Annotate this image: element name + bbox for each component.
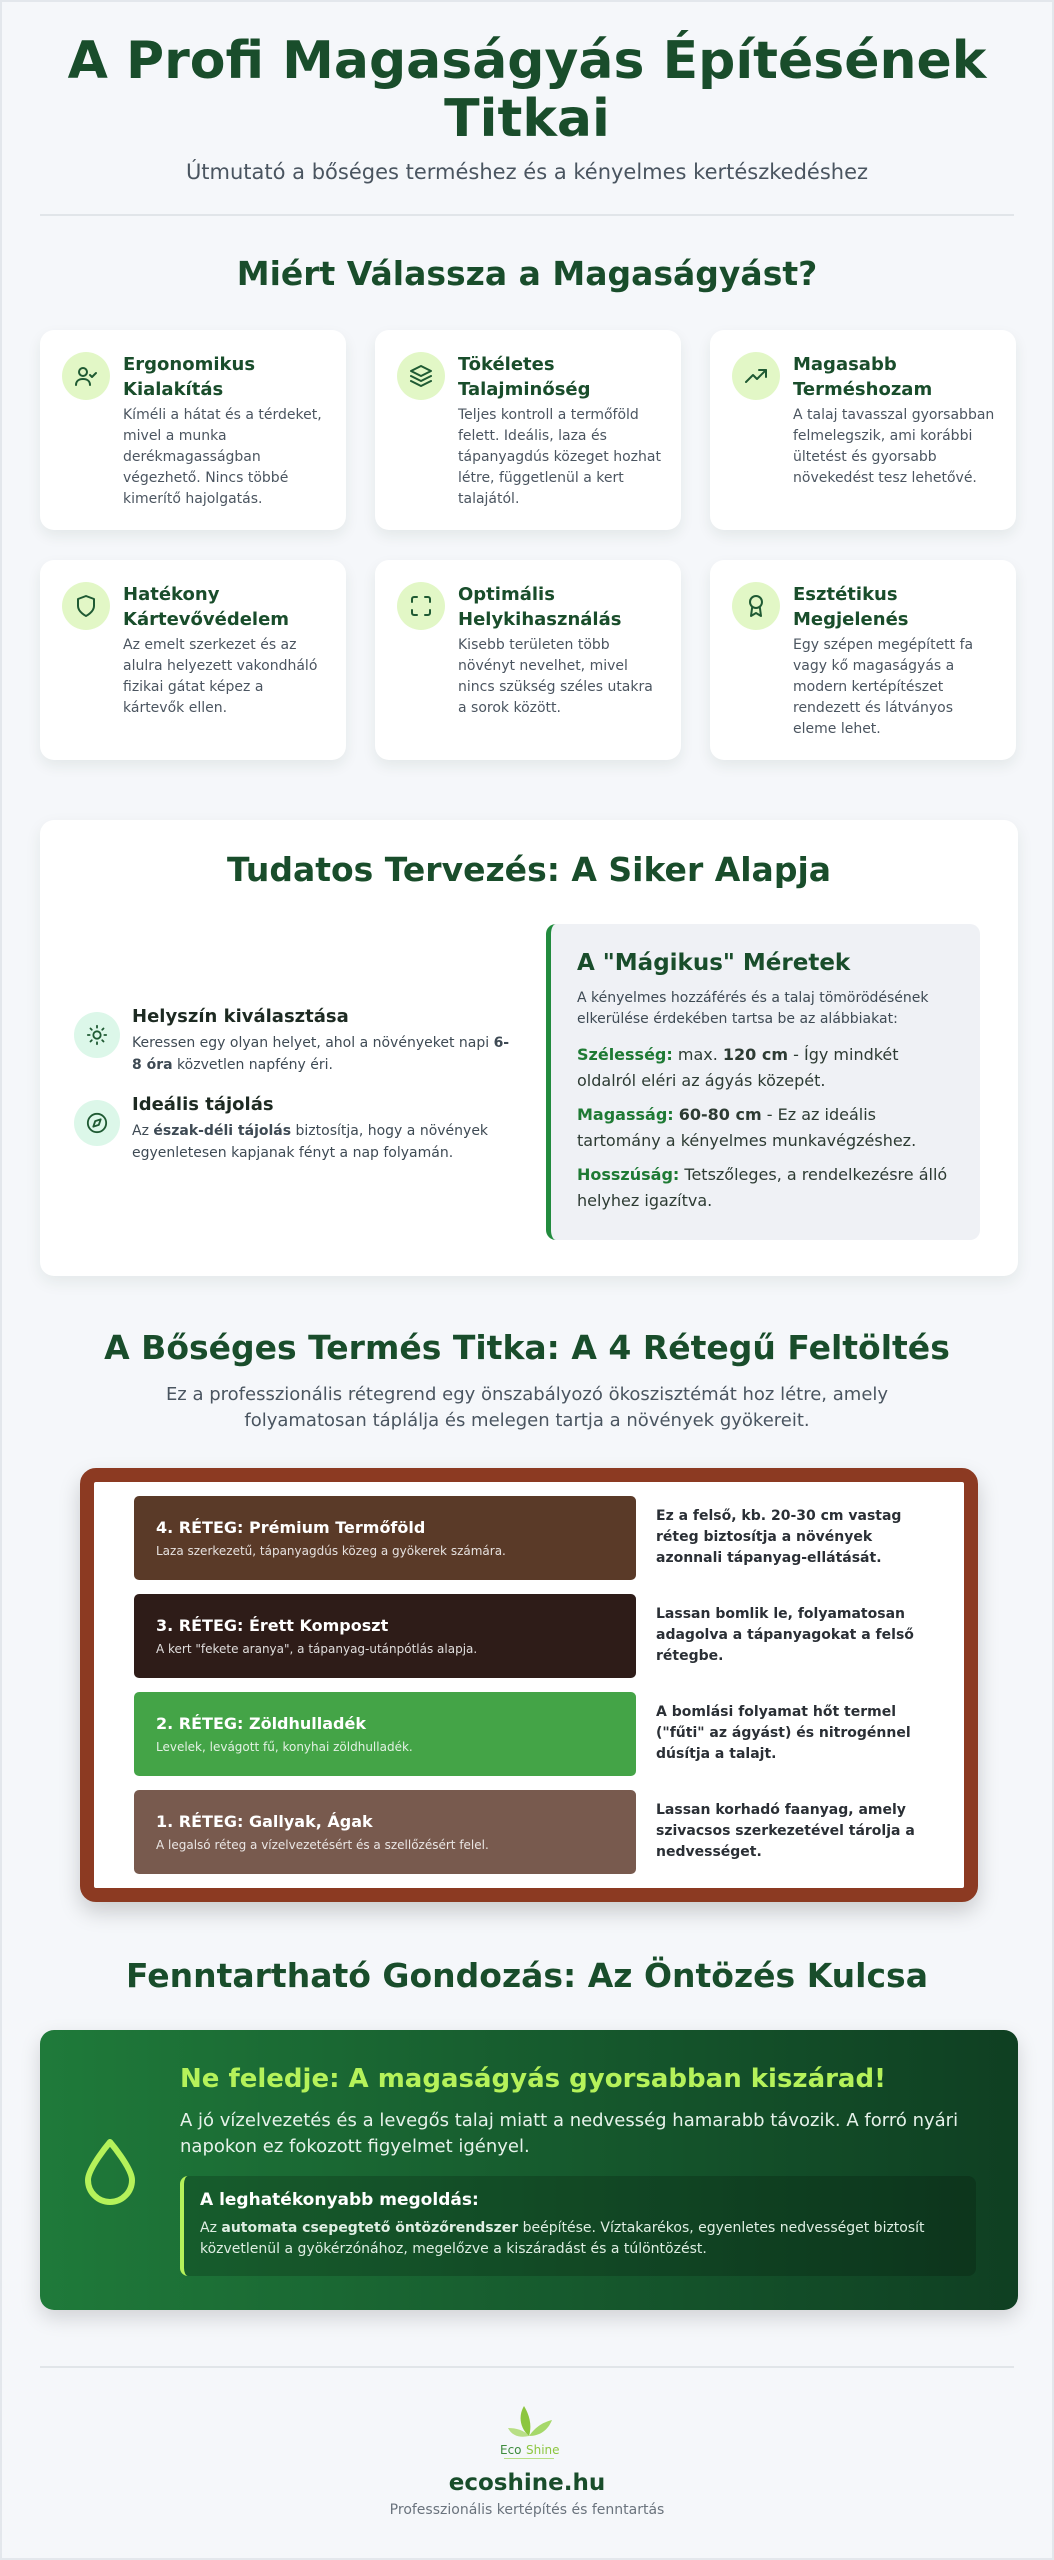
solution-title: A leghatékonyabb megoldás: (200, 2190, 479, 2210)
watering-callout (40, 2030, 1018, 2310)
layer-description: Ez a felső, kb. 20-30 cm vastag réteg biztosítja a növények azonnali tápanyag-ellátását. (656, 1508, 902, 1566)
layers-icon (397, 352, 445, 400)
layer-title: 1. RÉTEG: Gallyak, Ágak (156, 1812, 373, 1831)
feature-card-text: Kíméli a hátat és a térdeket, mivel a munka derékmagasságban végezhető. Nincs többé kimerítő hajolgatás. (123, 407, 322, 507)
layer-title: 3. RÉTEG: Érett Komposzt (156, 1616, 389, 1635)
layer-block (134, 1692, 636, 1776)
planning-section (40, 820, 1018, 1276)
watering-section-title: Fenntartható Gondozás: Az Öntözés Kulcsa (126, 1956, 928, 1995)
feature-card (710, 560, 1016, 760)
feature-card-text: Kisebb területen több növényt nevelhet, mivel nincs szükség széles utakra a sorok között. (458, 637, 653, 716)
layers-section-title: A Bőséges Termés Titka: A 4 Rétegű Feltöltés (104, 1328, 950, 1367)
droplet-icon (80, 2136, 140, 2206)
compass-icon (74, 1100, 120, 1146)
layer-title: 4. RÉTEG: Prémium Termőföld (156, 1518, 426, 1537)
divider (40, 214, 1014, 216)
feature-card-title: Magasabb Terméshozam (793, 354, 933, 400)
layer-description: Lassan korhadó faanyag, amely szivacsos szerkezetével tárolja a nedvességet. (656, 1802, 915, 1860)
layer-block (134, 1790, 636, 1874)
feature-card (40, 560, 346, 760)
sun-icon (74, 1012, 120, 1058)
planning-section-title: Tudatos Tervezés: A Siker Alapja (226, 850, 832, 889)
award-icon (732, 582, 780, 630)
feature-card-title: Optimális Helykihasználás (458, 584, 622, 630)
layer-title: 2. RÉTEG: Zöldhulladék (156, 1714, 366, 1733)
feature-card-title: Tökéletes Talajminőség (458, 354, 591, 400)
page-subtitle: Útmutató a bőséges terméshez és a kényelmes kertészkedéshez (185, 160, 869, 184)
location-title: Helyszín kiválasztása (132, 1006, 349, 1027)
layer-subtitle: A legalsó réteg a vízelvezetésért és a szellőzésért felel. (156, 1838, 489, 1852)
orientation-text: Az észak-déli tájolás biztosítja, hogy a növények egyenletesen kapjanak fényt a nap folyamán. (132, 1123, 489, 1161)
layer-subtitle: Levelek, levágott fű, konyhai zöldhulladék. (156, 1740, 413, 1754)
footer-tagline: Professzionális kertépítés és fenntartás (389, 2502, 665, 2518)
layer-description: A bomlási folyamat hőt termel ("fűti" az ágyást) és nitrogénnel dúsítja a talajt. (656, 1704, 911, 1762)
layer-block (134, 1496, 636, 1580)
feature-card (710, 330, 1016, 530)
orientation-title: Ideális tájolás (132, 1094, 274, 1115)
location-item (74, 1006, 514, 1076)
location-text: Keressen egy olyan helyet, ahol a növényeket napi 6-8 óra közvetlen napfény éri. (132, 1035, 510, 1073)
dimension-height: Magasság: 60-80 cm - Ez az ideális tartomány a kényelmes munkavégzéshez. (577, 1105, 917, 1150)
divider (40, 2366, 1014, 2368)
magic-dimensions-intro: A kényelmes hozzáférés és a talaj tömörödésének elkerülése érdekében tartsa be az alábbiakat: (577, 990, 929, 1027)
feature-card-title: Ergonomikus Kialakítás (123, 354, 256, 400)
page-title: A Profi Magaságyás Építésének Titkai (67, 31, 987, 149)
footer-site: ecoshine.hu (448, 2470, 606, 2496)
maximize-icon (397, 582, 445, 630)
feature-card-text: A talaj tavasszal gyorsabban felmelegszik, ami korábbi ültetést és gyorsabb növekedést tesz lehetővé. (793, 407, 995, 486)
magic-dimensions-title: A "Mágikus" Méretek (577, 950, 851, 976)
feature-card (40, 330, 346, 530)
watering-callout-text: A jó vízelvezetés és a levegős talaj miatt a nedvesség hamarabb távozik. A forró nyári napokon ez fokozott figyelmet igényel. (180, 2110, 959, 2157)
solution-box (180, 2176, 976, 2276)
layer-subtitle: A kert "fekete aranya", a tápanyag-utánpótlás alapja. (156, 1642, 478, 1656)
layer-block (134, 1594, 636, 1678)
magic-dimensions-box (546, 924, 980, 1240)
trend-up-icon (732, 352, 780, 400)
svg-text:Eco: Eco (500, 2443, 522, 2457)
person-check-icon (62, 352, 110, 400)
dimension-length: Hosszúság: Tetszőleges, a rendelkezésre álló helyhez igazítva. (577, 1165, 948, 1210)
layers-diagram (80, 1468, 978, 1902)
feature-card (375, 330, 681, 530)
feature-card (375, 560, 681, 760)
feature-card-title: Esztétikus Megjelenés (793, 584, 909, 630)
feature-card-text: Egy szépen megépített fa vagy kő magaságyás a modern kertépítészet rendezett és látványos eleme lehet. (793, 637, 974, 737)
shield-icon (62, 582, 110, 630)
dimension-width: Szélesség: max. 120 cm - Így mindkét oldalról eléri az ágyás közepét. (577, 1045, 899, 1090)
solution-text: Az automata csepegtető öntözőrendszer beépítése. Víztakarékos, egyenletes nedvességet biztosít közvetlenül a gyökérzónához, megelőzve a kiszáradást és a túlöntözést. (200, 2220, 925, 2257)
why-section-title: Miért Válassza a Magaságyást? (236, 254, 818, 293)
layer-description: Lassan bomlik le, folyamatosan adagolva a tápanyagokat a felső rétegbe. (656, 1606, 914, 1664)
feature-card-title: Hatékony Kártevővédelem (123, 584, 290, 630)
ecoshine-logo (494, 2398, 564, 2462)
feature-card-text: Teljes kontroll a termőföld felett. Ideális, laza és tápanyagdús közeget hozhat létre, függetlenül a kert talajától. (458, 407, 661, 507)
feature-card-text: Az emelt szerkezet és az alulra helyezett vakondháló fizikai gátat képez a kártevők ellen. (123, 637, 318, 716)
orientation-item (74, 1094, 514, 1164)
watering-callout-title: Ne feledje: A magaságyás gyorsabban kiszárad! (180, 2064, 886, 2094)
svg-text:Shine: Shine (526, 2443, 560, 2457)
layer-subtitle: Laza szerkezetű, tápanyagdús közeg a gyökerek számára. (156, 1544, 506, 1558)
layers-intro: Ez a professzionális rétegrend egy önszabályozó ökoszisztémát hoz létre, amely folyamatosan táplálja és melegen tartja a növények gyökereit. (165, 1384, 889, 1431)
